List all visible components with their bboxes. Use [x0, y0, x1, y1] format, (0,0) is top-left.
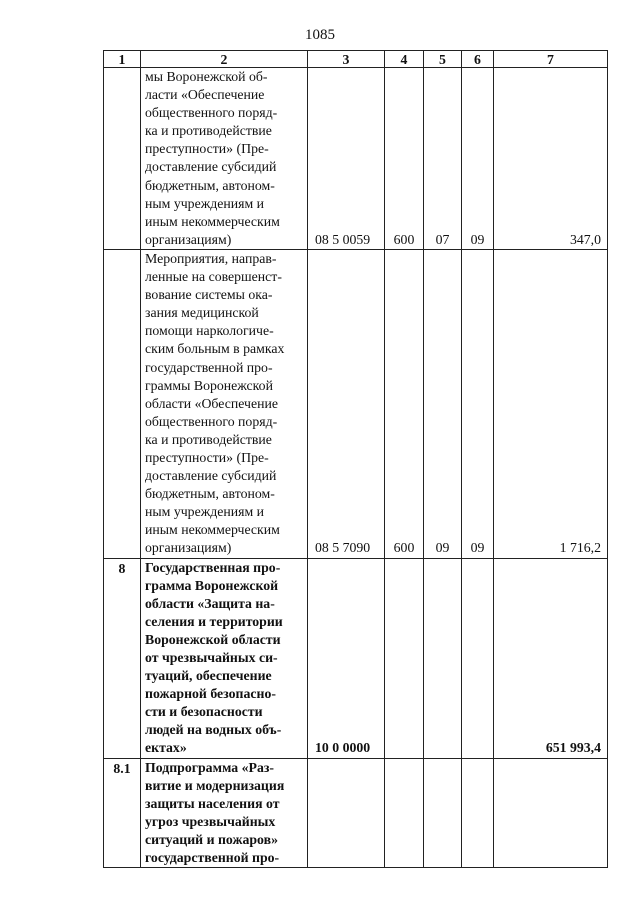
row-code: 08 5 7090	[308, 249, 385, 558]
row-name-line: ленные на совершенст-	[145, 269, 282, 285]
table-row	[104, 68, 608, 250]
header-cell-3: 3	[308, 51, 385, 68]
row-sum	[494, 758, 608, 868]
row-name-line: доставление субсидий	[145, 159, 277, 175]
row-vr	[385, 558, 424, 758]
header-cell-5: 5	[424, 51, 462, 68]
row-code: 08 5 0059	[308, 68, 385, 250]
table-row	[104, 558, 608, 758]
row-name-line: селения и территории	[145, 613, 283, 629]
row-name-line: общественного поряд-	[145, 105, 278, 121]
row-number	[104, 249, 141, 558]
row-name-line: грамма Воронежской	[145, 577, 279, 593]
row-name-line: ским больным в рамках	[145, 341, 285, 357]
row-name-line: туаций, обеспечение	[145, 668, 272, 684]
row-name-line: организациям)	[145, 231, 232, 247]
row-number	[104, 68, 141, 250]
row-name-line: зания медицинской	[145, 305, 259, 321]
row-pr	[462, 558, 494, 758]
row-name-line: помощи наркологиче-	[145, 323, 274, 339]
row-name	[141, 558, 308, 758]
row-sum: 651 993,4	[494, 558, 608, 758]
row-name-line: преступности» (Пре-	[145, 449, 269, 465]
row-name	[141, 249, 308, 558]
table-row	[104, 249, 608, 558]
table-row	[104, 758, 608, 868]
table-body	[104, 51, 608, 868]
row-name-line: бюджетным, автоном-	[145, 486, 275, 502]
row-rz: 09	[424, 249, 462, 558]
row-name-line: бюджетным, автоном-	[145, 177, 275, 193]
row-name-line: ным учреждениям и	[145, 504, 265, 520]
row-name-line: Воронежской области	[145, 631, 281, 647]
row-sum: 347,0	[494, 68, 608, 250]
row-name-line: пожарной безопасно-	[145, 686, 276, 702]
row-name-line: доставление субсидий	[145, 468, 277, 484]
row-name-line: сти и безопасности	[145, 704, 263, 720]
row-name-line: от чрезвычайных си-	[145, 650, 278, 665]
row-name	[141, 68, 308, 250]
row-name-line: Государственная про-	[145, 559, 281, 575]
row-name-line: области «Обеспечение	[145, 395, 278, 411]
row-name-line: иным некоммерческим	[145, 522, 280, 538]
row-name-line: Мероприятия, направ-	[145, 250, 277, 266]
header-row	[104, 51, 608, 68]
row-name-line: общественного поряд-	[145, 413, 278, 429]
row-number: 8	[104, 558, 141, 758]
row-code: 10 0 0000	[308, 558, 385, 758]
row-name-line: ласти «Обеспечение	[145, 87, 265, 103]
row-name-line: государственной про-	[145, 359, 273, 375]
row-vr: 600	[385, 249, 424, 558]
page-number: 1085	[305, 27, 335, 43]
row-number: 8.1	[104, 758, 141, 868]
row-name-line: защиты населения от	[145, 795, 280, 811]
row-name-line: ным учреждениям и	[145, 195, 265, 211]
header-cell-2: 2	[141, 51, 308, 68]
header-cell-4: 4	[385, 51, 424, 68]
row-sum: 1 716,2	[494, 249, 608, 558]
row-name-line: ситуаций и пожаров»	[145, 831, 278, 847]
row-name-line: граммы Воронежской	[145, 377, 273, 393]
header-cell-6: 6	[462, 51, 494, 68]
row-name-line: витие и модернизация	[145, 777, 285, 793]
row-name-line: области «Защита на-	[145, 595, 275, 611]
row-name-line: иным некоммерческим	[145, 213, 280, 229]
row-name-line: Подпрограмма «Раз-	[145, 759, 274, 775]
row-code	[308, 758, 385, 868]
row-rz: 07	[424, 68, 462, 250]
row-name-line: мы Воронежской об-	[145, 69, 268, 84]
row-name-line: организациям)	[145, 540, 232, 556]
row-name-line: ка и противодействие	[145, 123, 272, 139]
row-name	[141, 758, 308, 868]
row-name-line: ектах»	[145, 740, 187, 756]
header-cell-7: 7	[494, 51, 608, 68]
row-name-line: угроз чрезвычайных	[145, 813, 276, 829]
row-pr	[462, 758, 494, 868]
row-name-line: ка и противодействие	[145, 431, 272, 447]
row-rz	[424, 558, 462, 758]
row-rz	[424, 758, 462, 868]
row-name-line: вование системы ока-	[145, 287, 273, 303]
row-pr: 09	[462, 68, 494, 250]
budget-table	[103, 50, 608, 868]
row-name-line: преступности» (Пре-	[145, 141, 269, 157]
row-vr: 600	[385, 68, 424, 250]
row-name-line: людей на водных объ-	[145, 722, 282, 738]
header-cell-1: 1	[104, 51, 141, 68]
row-pr: 09	[462, 249, 494, 558]
row-name-line: государственной про-	[145, 850, 280, 866]
row-vr	[385, 758, 424, 868]
